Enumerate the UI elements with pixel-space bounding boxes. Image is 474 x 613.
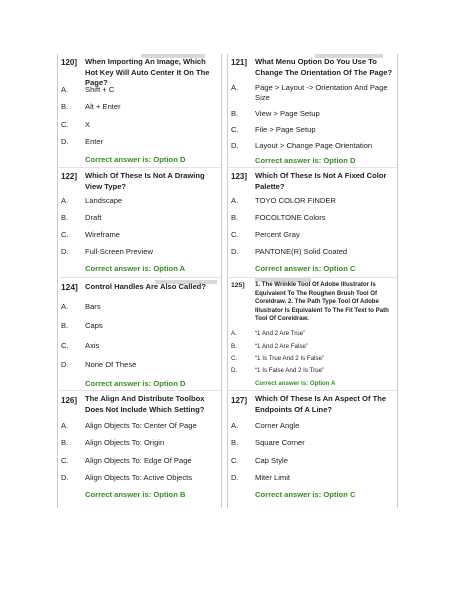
correct-answer: Correct answer is: Option B (85, 490, 186, 499)
question-number: 127] (231, 396, 248, 405)
question-block: 120] When Importing An Image, Which Hot Key Will Auto Center It On The Page? A. Shift + C B. Alt + Enter C. X D. Enter Correct answer is: Option D (57, 54, 221, 168)
question-number: 123] (231, 172, 248, 181)
question-text: When Importing An Image, Which Hot Key Will Auto Center It On The Page? (85, 57, 210, 88)
correct-answer: Correct answer is: Option A (85, 264, 186, 273)
question-text: 1. The Wrinkle Tool Of Adobe Illustrator Is Equivalent To The Roughen Brush Tool Of Coreldraw. 2. The Path Type Tool Of Adobe Illustrator Is Equivalent To The Fit Text to Path Tool Of Coreldraw. (255, 281, 389, 323)
question-text: Which Of These Is Not A Fixed Color Palette? (255, 171, 387, 191)
question-number: 124] (61, 282, 78, 292)
question-block: 123] Which Of These Is Not A Fixed Color Palette? A. TOYO COLOR FINDER B. FOCOLTONE Colors C. Percent Gray D. PANTONE(R) Solid Coated Correct answer is: Option C (227, 168, 397, 276)
question-text: Which Of These Is An Aspect Of The Endpoints Of A Line? (255, 394, 387, 414)
question-text: What Menu Option Do You Use To Change The Orientation Of The Page? (255, 57, 393, 77)
correct-answer: Correct answer is: Option C (255, 264, 356, 273)
question-text: The Align And Distribute Toolbox Does Not Include Which Setting? (85, 394, 205, 414)
correct-answer: Correct answer is: Option D (85, 155, 186, 164)
correct-answer: Correct answer is: Option A (255, 380, 336, 387)
question-text: Which Of These Is Not A Drawing View Type? (85, 171, 205, 191)
question-block: 126] The Align And Distribute Toolbox Does Not Include Which Setting? A. Align Objects To: Center Of Page B. Align Objects To: Origin C. Align Objects To: Edge Of Page D. Align Objects To: Active Objects Correct answer is: Option B (57, 391, 221, 508)
question-block: 125] 1. The Wrinkle Tool Of Adobe Illustrator Is Equivalent To The Roughen Brush Tool Of Coreldraw. 2. The Path Type Tool Of Adobe Illustrator Is Equivalent To The Fit Text to Path Tool Of Coreldraw. A. “1 And 2 Are True” B. “1 And 2 Are False” C. “1 Is True And 2 Is False” D. “1 Is False And 2 Is True” Correct answer is: Option A (227, 278, 397, 390)
question-text: Control Handles Are Also Called? (85, 282, 206, 291)
question-number: 125] (231, 282, 245, 289)
question-block: 122] Which Of These Is Not A Drawing View Type? A. Landscape B. Draft C. Wireframe D. Full-Screen Preview Correct answer is: Option A (57, 168, 221, 276)
question-number: 126] (61, 396, 78, 405)
question-block: 124] Control Handles Are Also Called? A. Bars B. Caps C. Axis D. None Of These Correct answer is: Option D (57, 278, 221, 390)
column-divider-mid-left (221, 54, 222, 508)
question-block: 127] Which Of These Is An Aspect Of The Endpoints Of A Line? A. Corner Angle B. Square Corner C. Cap Style D. Miter Limit Correct answer is: Option C (227, 391, 397, 508)
correct-answer: Correct answer is: Option D (85, 379, 186, 388)
correct-answer: Correct answer is: Option C (255, 490, 356, 499)
correct-answer: Correct answer is: Option D (255, 156, 356, 165)
question-number: 120] (61, 58, 78, 67)
question-block: 121] What Menu Option Do You Use To Change The Orientation Of The Page? A. Page > Layout -> Orientation And Page Size B. View > Page Setup C. File > Page Setup D. Layout > Change Page Orientation Correct answer is: Option D (227, 54, 397, 168)
question-number: 121] (231, 58, 248, 67)
question-number: 122] (61, 172, 78, 181)
column-divider-right (397, 54, 398, 508)
